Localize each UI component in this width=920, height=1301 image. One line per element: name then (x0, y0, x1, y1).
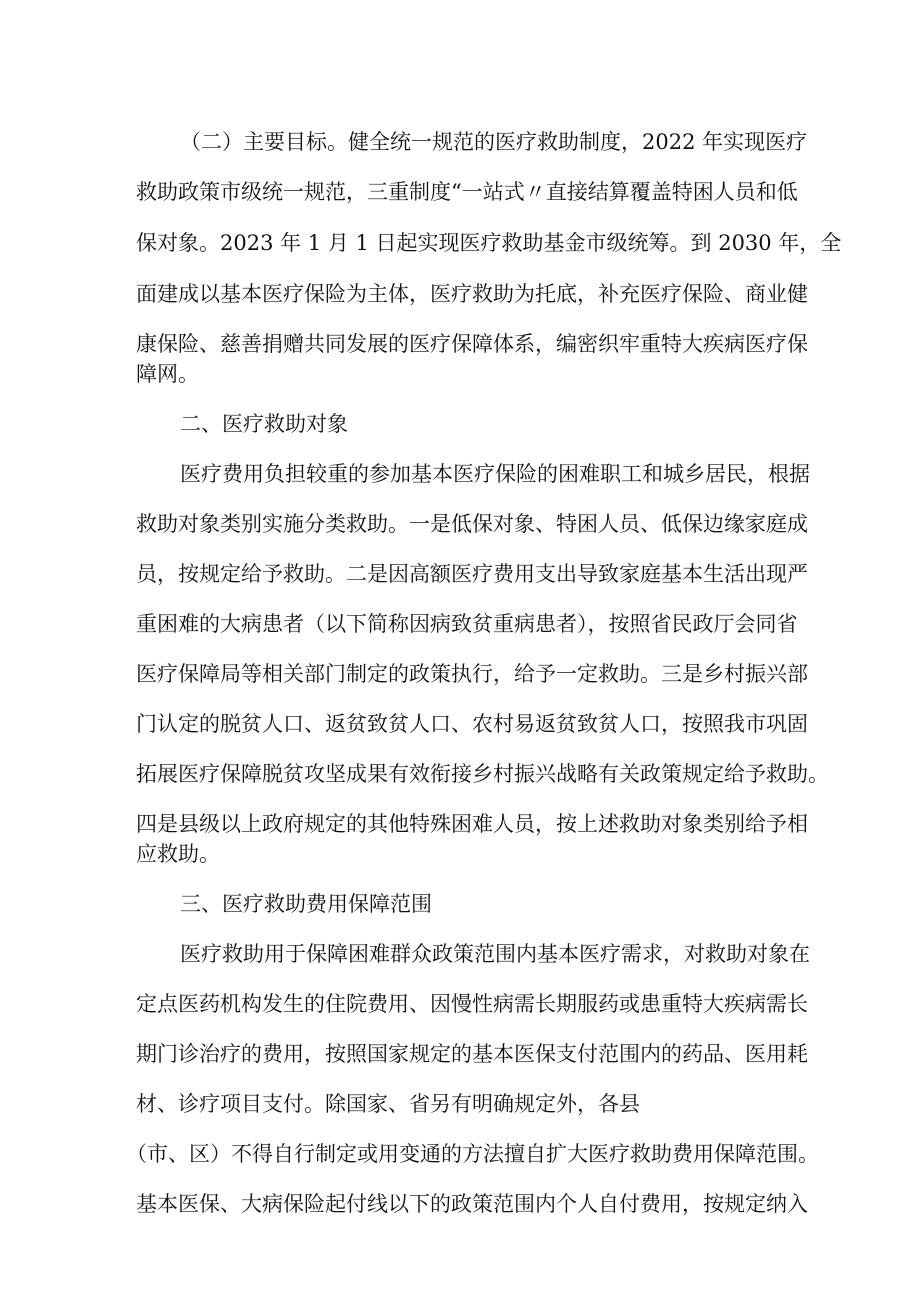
paragraph-line: （二）主要目标。健全统一规范的医疗救助制度，2022 年实现医疗 (180, 130, 808, 154)
paragraph-line: 应救助。 (136, 842, 220, 866)
paragraph-line: 材、诊疗项目支付。除国家、省另有明确规定外，各县 (136, 1092, 640, 1116)
paragraph-line: （市、区）不得自行制定或用变通的方法擅自扩大医疗救助费用保障范围。 (126, 1142, 819, 1166)
paragraph-line: 医疗费用负担较重的参加基本医疗保险的困难职工和城乡居民，根据 (180, 462, 810, 486)
paragraph-line: 基本医保、大病保险起付线以下的政策范围内个人自付费用，按规定纳入 (136, 1192, 808, 1216)
paragraph-line: 四是县级以上政府规定的其他特殊困难人员，按上述救助对象类别给予相 (136, 812, 808, 836)
paragraph-line: 定点医药机构发生的住院费用、因慢性病需长期服药或患重特大疾病需长 (136, 992, 808, 1016)
paragraph-line: 重困难的大病患者（以下简称因病致贫重病患者），按照省民政厅会同省 (136, 612, 798, 636)
paragraph-line: 面建成以基本医疗保险为主体，医疗救助为托底，补充医疗保险、商业健 (136, 282, 808, 306)
paragraph-line: 救助政策市级统一规范，三重制度“一站式〃直接结算覆盖特困人员和低 (136, 180, 798, 204)
paragraph-line: 员，按规定给予救助。二是因高额医疗费用支出导致家庭基本生活出现严 (136, 562, 808, 586)
section-heading: 二、医疗救助对象 (180, 412, 348, 436)
paragraph-line: 门认定的脱贫人口、返贫致贫人口、农村易返贫致贫人口，按照我市巩固 (136, 712, 808, 736)
paragraph-line: 保对象。2023 年 1 月 1 日起实现医疗救助基金市级统筹。到 2030 年，全 (136, 231, 842, 255)
paragraph-line: 医疗保障局等相关部门制定的政策执行，给予一定救助。三是乡村振兴部 (136, 662, 808, 686)
paragraph-line: 障网。 (136, 362, 199, 386)
paragraph-line: 康保险、慈善捐赠共同发展的医疗保障体系，编密织牢重特大疾病医疗保 (136, 332, 808, 356)
paragraph-line: 期门诊治疗的费用，按照国家规定的基本医保支付范围内的药品、医用耗 (136, 1042, 808, 1066)
paragraph-line: 救助对象类别实施分类救助。一是低保对象、特困人员、低保边缘家庭成 (136, 512, 808, 536)
paragraph-line: 拓展医疗保障脱贫攻坚成果有效衔接乡村振兴战略有关政策规定给予救助。 (136, 762, 829, 786)
section-heading: 三、医疗救助费用保障范围 (180, 892, 432, 916)
paragraph-line: 医疗救助用于保障困难群众政策范围内基本医疗需求，对救助对象在 (180, 942, 810, 966)
